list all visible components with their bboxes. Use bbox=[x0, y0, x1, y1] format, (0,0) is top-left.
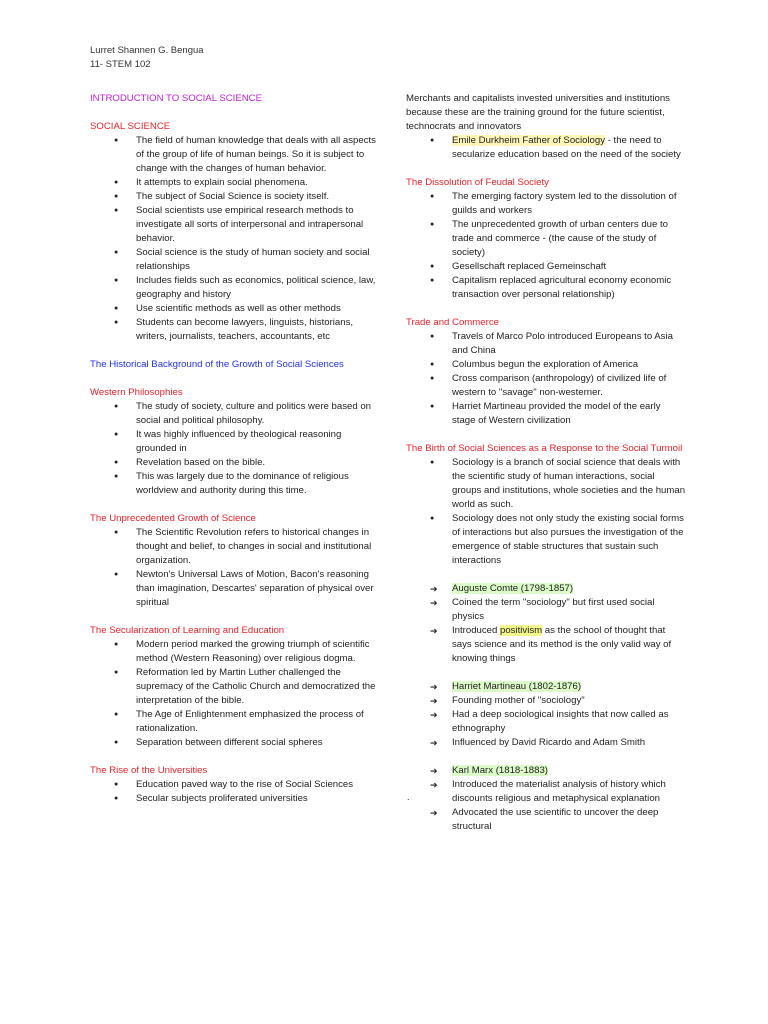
list-item: ➔ Had a deep sociological insights that now called as ethnography bbox=[406, 708, 686, 736]
list-item-text: as the school of thought that says science and its method is the only valid way of knowing things bbox=[452, 625, 672, 664]
list-item: ● Harriet Martineau provided the model of the early stage of Western civilization bbox=[406, 400, 686, 428]
list-item: ➔ Influenced by David Ricardo and Adam Smith bbox=[406, 736, 686, 750]
list-item: ● Newton's Universal Laws of Motion, Bacon's reasoning than imagination, Descartes' separation of physical over spiritual bbox=[90, 568, 380, 610]
right-column bbox=[406, 92, 686, 848]
list-item: ● Capitalism replaced agricultural economy economic transaction over personal relationship) bbox=[406, 274, 686, 302]
section-heading: Western Philosophies bbox=[90, 387, 183, 398]
bullet-list bbox=[406, 456, 686, 568]
list-item: ● Revelation based on the bible. bbox=[90, 456, 380, 470]
section-universities-continued bbox=[406, 92, 686, 162]
bullet-list bbox=[406, 330, 686, 428]
list-item: ● Sociology is a branch of social science that deals with the scientific study of human interactions, social groups and institutions, whole societies and the human world as such. bbox=[406, 456, 686, 512]
arrow-list bbox=[406, 582, 686, 666]
section-social-science bbox=[90, 120, 380, 344]
list-item: ● Social science is the study of human society and social relationships bbox=[90, 246, 380, 274]
list-item: ● The study of society, culture and politics were based on social and political philosophy. bbox=[90, 400, 380, 428]
list-item-heading bbox=[406, 764, 686, 778]
list-item: ● Separation between different social spheres bbox=[90, 736, 380, 750]
highlighted-term: positivism bbox=[500, 625, 543, 636]
list-item: ● Education paved way to the rise of Social Sciences bbox=[90, 778, 380, 792]
list-item: ● Cross comparison (anthropology) of civilized life of western to "savage" non-westerner. bbox=[406, 372, 686, 400]
highlighted-name: Karl Marx (1818-1883) bbox=[452, 765, 548, 776]
section-heading: The Dissolution of Feudal Society bbox=[406, 177, 549, 188]
left-column bbox=[90, 92, 380, 820]
section-heading: Trade and Commerce bbox=[406, 317, 499, 328]
list-item: ➔ Introduced the materialist analysis of history which discounts religious and metaphysical explanation bbox=[406, 778, 686, 806]
list-item: ● The Scientific Revolution refers to historical changes in thought and belief, to changes in social and institutional organization. bbox=[90, 526, 380, 568]
section-comte bbox=[406, 582, 686, 666]
list-item: ● Reformation led by Martin Luther challenged the supremacy of the Catholic Church and democratized the interpretation of the bible. bbox=[90, 666, 380, 708]
highlighted-name: Auguste Comte (1798-1857) bbox=[452, 583, 574, 594]
document-title: INTRODUCTION TO SOCIAL SCIENCE bbox=[90, 93, 262, 104]
list-item-text: - the need to secularize education based on the need of the society bbox=[452, 135, 681, 160]
section-feudal bbox=[406, 176, 686, 302]
list-item: ● Columbus begun the exploration of America bbox=[406, 358, 686, 372]
list-item: ● Sociology does not only study the existing social forms of interactions but also pursues the investigation of the emergence of stable structures that sustain such interactions bbox=[406, 512, 686, 568]
list-item: ● Includes fields such as economics, political science, law, geography and history bbox=[90, 274, 380, 302]
list-item bbox=[406, 624, 686, 666]
list-item: ● Use scientific methods as well as other methods bbox=[90, 302, 380, 316]
highlighted-name: Harriet Martineau (1802-1876) bbox=[452, 681, 582, 692]
list-item: ● The Age of Enlightenment emphasized the process of rationalization. bbox=[90, 708, 380, 736]
list-item: ● The subject of Social Science is society itself. bbox=[90, 190, 380, 204]
paragraph: Merchants and capitalists invested universities and institutions because these are the training ground for the future scientist, technocrats and innovators bbox=[406, 93, 670, 132]
arrow-list bbox=[406, 764, 686, 834]
list-item: ● The emerging factory system led to the dissolution of guilds and workers bbox=[406, 190, 686, 218]
list-item: ● It attempts to explain social phenomena. bbox=[90, 176, 380, 190]
bullet-list bbox=[90, 778, 380, 806]
section-heading: The Historical Background of the Growth of Social Sciences bbox=[90, 359, 344, 370]
list-item-text: Introduced bbox=[452, 625, 501, 636]
bullet-list bbox=[406, 134, 686, 162]
list-item-heading bbox=[406, 582, 686, 596]
section-heading: The Unprecedented Growth of Science bbox=[90, 513, 256, 524]
section-western-philosophies bbox=[90, 386, 380, 498]
section-heading: The Secularization of Learning and Education bbox=[90, 625, 285, 636]
stray-mark: . bbox=[407, 792, 410, 802]
list-item: ● Secular subjects proliferated universities bbox=[90, 792, 380, 806]
section-universities bbox=[90, 764, 380, 806]
section-heading: SOCIAL SCIENCE bbox=[90, 121, 171, 132]
section-historical-background bbox=[90, 358, 380, 372]
class-section: 11- STEM 102 bbox=[90, 59, 151, 70]
section-martineau bbox=[406, 680, 686, 750]
section-trade bbox=[406, 316, 686, 428]
list-item: ● The field of human knowledge that deals with all aspects of the group of life of human beings. So it is subject to change with the changes of human behavior. bbox=[90, 134, 380, 176]
section-birth-of-social-sciences bbox=[406, 442, 686, 568]
bullet-list bbox=[90, 134, 380, 344]
section-marx bbox=[406, 764, 686, 834]
author-name: Lurret Shannen G. Bengua bbox=[90, 45, 204, 56]
list-item: ➔ Coined the term "sociology" but first used social physics bbox=[406, 596, 686, 624]
section-heading: The Birth of Social Sciences as a Response to the Social Turmoil bbox=[406, 443, 683, 454]
list-item: ● It was highly influenced by theological reasoning grounded in bbox=[90, 428, 380, 456]
header bbox=[90, 44, 204, 72]
list-item: ● Modern period marked the growing triumph of scientific method (Western Reasoning) over religious dogma. bbox=[90, 638, 380, 666]
list-item: ● Gesellschaft replaced Gemeinschaft bbox=[406, 260, 686, 274]
section-secularization bbox=[90, 624, 380, 750]
list-item-durkheim bbox=[406, 134, 686, 162]
bullet-list bbox=[90, 526, 380, 610]
list-item: ● Travels of Marco Polo introduced Europeans to Asia and China bbox=[406, 330, 686, 358]
bullet-list bbox=[406, 190, 686, 302]
list-item: ➔ Founding mother of "sociology" bbox=[406, 694, 686, 708]
list-item: ● This was largely due to the dominance of religious worldview and authority during this time. bbox=[90, 470, 380, 498]
bullet-list bbox=[90, 638, 380, 750]
section-heading: The Rise of the Universities bbox=[90, 765, 208, 776]
list-item: ● The unprecedented growth of urban centers due to trade and commerce - (the cause of the study of society) bbox=[406, 218, 686, 260]
list-item: ● Students can become lawyers, linguists, historians, writers, journalists, teachers, accountants, etc bbox=[90, 316, 380, 344]
arrow-list bbox=[406, 680, 686, 750]
list-item: ● Social scientists use empirical research methods to investigate all sorts of interpersonal and intrapersonal behavior. bbox=[90, 204, 380, 246]
list-item-heading bbox=[406, 680, 686, 694]
bullet-list bbox=[90, 400, 380, 498]
highlighted-text: Emile Durkheim Father of Sociology bbox=[452, 135, 606, 146]
list-item: ➔ Advocated the use scientific to uncover the deep structural bbox=[406, 806, 686, 834]
section-growth-of-science bbox=[90, 512, 380, 610]
